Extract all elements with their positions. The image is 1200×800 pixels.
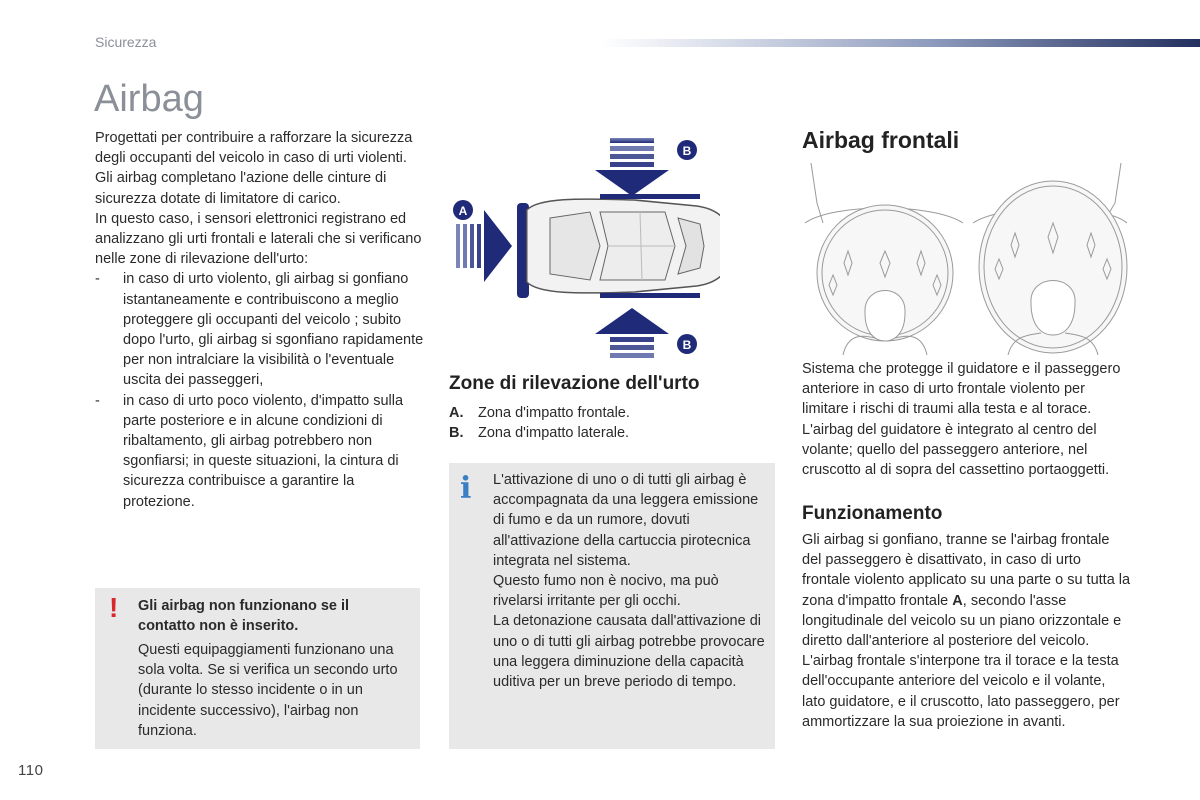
zones-list — [449, 403, 769, 443]
frontal-airbag-heading: Airbag frontali — [802, 127, 960, 153]
warning-title: Gli airbag non funzionano se il contatto non è inserito. — [138, 598, 350, 634]
page-number: 110 — [18, 762, 44, 779]
intro-paragraph-1: Progettati per contribuire a rafforzare la sicurezza degli occupanti del veicolo in caso di urti violenti. Gli airbag completano l'azione delle cinture di sicurezza dotate di limitatore di carico. — [95, 130, 413, 207]
functioning-zone-letter: A — [952, 592, 963, 609]
info-box — [449, 463, 775, 749]
intro-section — [95, 128, 425, 512]
label-a: A — [458, 204, 468, 218]
label-b-bottom-badge — [677, 334, 697, 354]
functioning-text-2: , secondo l'asse longitudinale del veicolo su un piano orizzontale e diretto dall'anteriore al posteriore del veicolo. — [802, 592, 1122, 650]
functioning-text-1: Gli airbag si gonfiano, tranne se l'airbag frontale del passeggero è disattivato, in caso di urto frontale violento applicato su una parte o su tutta la zona d'impatto frontale — [802, 532, 1131, 609]
zone-text: Zona d'impatto frontale. — [478, 405, 630, 421]
side-impact-arrow-top — [595, 138, 669, 196]
intro-list — [95, 269, 425, 511]
header-band — [600, 39, 1200, 47]
info-icon: i — [460, 471, 472, 506]
list-item: - in caso di urto poco violento, d'impatto sulla parte posteriore e in alcune condizioni di ribaltamento, gli airbag potrebbero non sgonfiarsi; in queste situazioni, la cintura di sicurezza contribuisce a garantire la protezione. — [95, 391, 425, 512]
frontal-airbags-illustration — [803, 163, 1129, 355]
label-b-top: B — [682, 144, 692, 158]
list-item — [449, 423, 769, 443]
list-item — [449, 403, 769, 423]
info-text: L'attivazione di uno o di tutti gli airbag è accompagnata da una leggera emissione di fumo e da un rumore, dovuti all'attivazione della cartuccia pirotecnica integrata nel sistema. Questo fumo non è nocivo, ma può rivelarsi irritante per gli occhi. La detonazione causata dall'attivazione di uno o di tutti gli airbag potrebbe provocare una leggera diminuzione della capacità uditiva per un breve periodo di tempo. — [493, 472, 765, 691]
list-item: - in caso di urto violento, gli airbag si gonfiano istantaneamente e contribuiscono a meglio proteggere gli occupanti del veicolo ; subito dopo l'urto, gli airbag si sgonfiano rapidamente per non intralciare la visibilità o l'eventuale uscita dei passeggeri, — [95, 269, 425, 390]
functioning-paragraph-1 — [802, 530, 1132, 651]
zone-letter: A. — [449, 405, 464, 421]
label-b-bottom: B — [682, 338, 692, 352]
zones-heading: Zone di rilevazione dell'urto — [449, 373, 700, 394]
warning-text: Questi equipaggiamenti funzionano una sola volta. Se si verifica un secondo urto (durante lo stesso incidente o in un incidente successivo), l'airbag non funziona. — [138, 642, 398, 739]
label-b-top-badge — [677, 140, 697, 160]
zone-text: Zona d'impatto laterale. — [478, 425, 630, 442]
functioning-heading: Funzionamento — [802, 503, 943, 524]
zone-letter: B. — [449, 425, 464, 442]
functioning-section — [802, 530, 1132, 732]
impact-zones-diagram — [450, 128, 720, 373]
functioning-paragraph-2: L'airbag frontale s'interpone tra il torace e la testa dell'occupante anteriore del veicolo e il volante, lato guidatore, e il cruscotto, lato passeggero, per ammortizzare la sua proiezione in avanti. — [802, 653, 1120, 730]
section-label: Sicurezza — [95, 34, 157, 50]
label-a-badge — [453, 200, 473, 220]
warning-box — [95, 588, 420, 749]
warning-icon: ! — [109, 592, 119, 623]
car-top-view — [517, 194, 720, 298]
side-impact-arrow-bottom — [595, 308, 669, 358]
page-title: Airbag — [94, 78, 204, 120]
front-impact-arrow — [456, 210, 512, 282]
frontal-airbag-description: Sistema che protegge il guidatore e il passeggero anteriore in caso di urto frontale violento per limitare i rischi di traumi alla testa e al torace. L'airbag del guidatore è integrato al centro del volante; quello del passeggero anteriore, nel cruscotto al di sopra del cassettino portaoggetti. — [802, 361, 1121, 479]
intro-paragraph-2: In questo caso, i sensori elettronici registrano ed analizzano gli urti frontali e laterali che si verificano nelle zone di rilevazione dell'urto: — [95, 210, 422, 268]
